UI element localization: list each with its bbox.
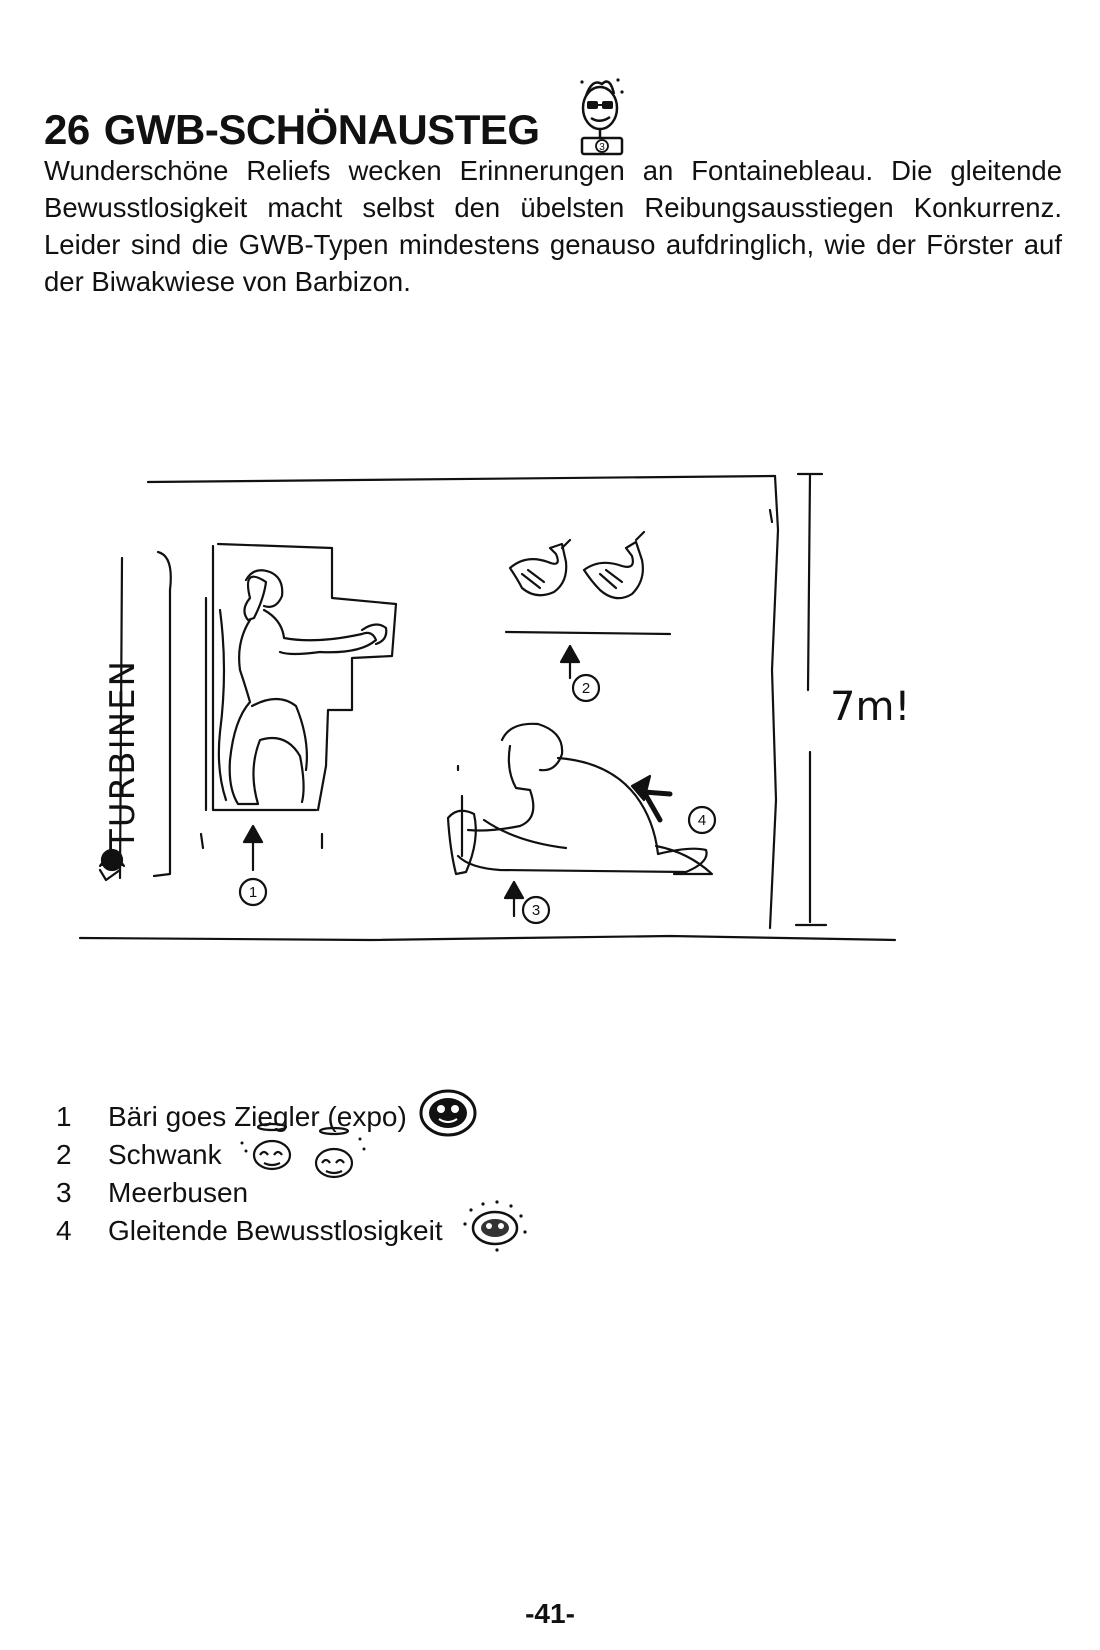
wall-right-edge <box>770 476 778 928</box>
grade-label: 3 <box>598 142 605 153</box>
grade-face-pair-icon <box>232 1119 382 1191</box>
route-title: GWB-SCHÖNAUSTEG <box>103 106 540 153</box>
legend-number: 3 <box>56 1177 72 1208</box>
legend-number: 1 <box>56 1101 72 1132</box>
page-number: -41- <box>525 1598 575 1629</box>
legend-number: 2 <box>56 1139 72 1170</box>
grade-face-dotted-icon <box>453 1198 533 1264</box>
relief-figure-seated <box>448 724 712 874</box>
route-1-label: 1 <box>248 884 258 901</box>
legend-route-name: Bäri goes Ziegler (expo) <box>108 1101 407 1132</box>
height-label: 7m! <box>830 684 911 730</box>
wall-top-edge <box>148 476 775 482</box>
route-legend <box>56 1098 533 1250</box>
topo-sketch <box>70 470 930 975</box>
page-header <box>44 60 630 151</box>
swans-ledge <box>506 632 670 634</box>
relief-figure-woman <box>219 570 386 804</box>
legend-route-name: Gleitende Bewusstlosigkeit <box>108 1215 443 1246</box>
legend-item-4 <box>56 1212 533 1250</box>
route-2-label: 2 <box>581 680 591 697</box>
height-measure <box>796 474 826 925</box>
legend-number: 4 <box>56 1215 72 1246</box>
intro-text: Wunderschöne Reliefs wecken Erinnerungen an Fontainebleau. Die gleitende Bewusstlosigkeit macht selbst den übelsten Reibungsausstiegen Konkurrenz. Leider sind die GWB-Typen mindestens genauso aufdringlich, wie der Förster auf der Biwakwiese von Barbizon. <box>44 155 1062 297</box>
start-mark <box>100 870 120 880</box>
legend-route-name: Meerbusen <box>108 1177 249 1208</box>
relief-swans <box>510 532 644 598</box>
ground-line <box>80 936 895 940</box>
route-4-label: 4 <box>697 812 707 829</box>
route-3-label: 3 <box>531 902 541 919</box>
difficulty-face-icon <box>574 72 630 163</box>
route-number: 26 <box>44 106 90 153</box>
legend-route-name: Schwank <box>108 1139 222 1170</box>
grade-face-dark-icon <box>417 1087 479 1147</box>
side-label-turbinen: TURBINEN <box>103 659 143 850</box>
